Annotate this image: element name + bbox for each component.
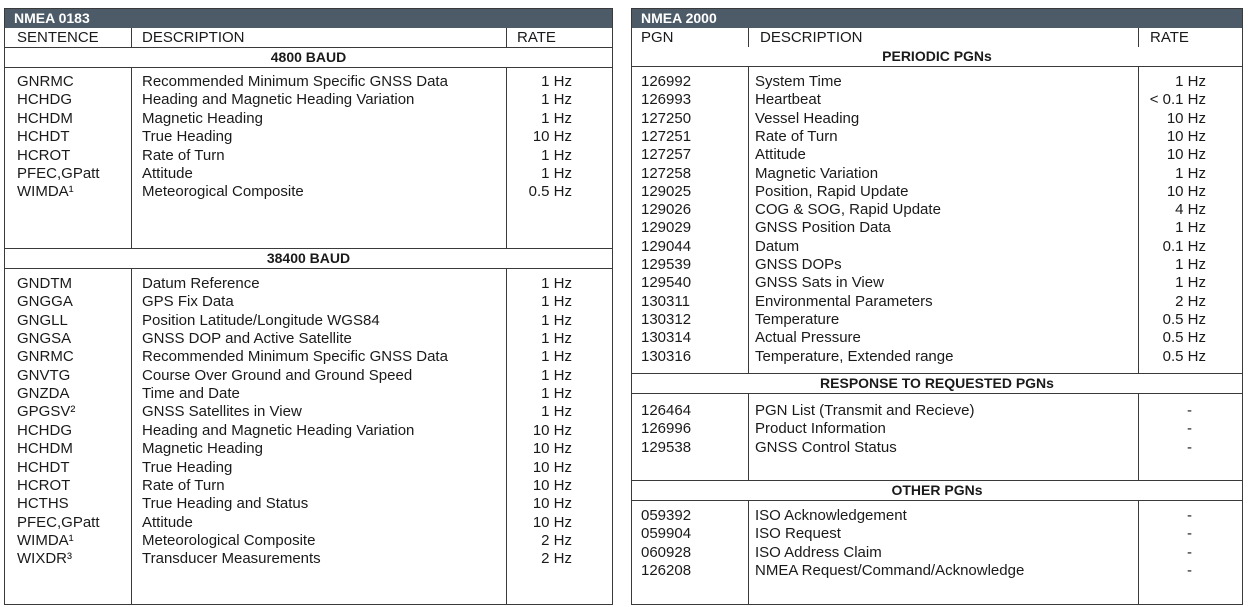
cell-description: NMEA Request/Command/Acknowledge bbox=[755, 562, 1025, 580]
cell-description: Temperature bbox=[755, 310, 840, 328]
cell-id: 126993 bbox=[641, 91, 692, 109]
cell-rate: 1 Hz bbox=[541, 403, 572, 421]
cell-description: Transducer Measurements bbox=[142, 550, 321, 568]
cell-description: Rate of Turn bbox=[755, 127, 838, 145]
cell-rate: 10 Hz bbox=[532, 421, 572, 439]
cell-description: ISO Acknowledgement bbox=[755, 507, 907, 524]
section-38400-baud: 38400 BAUD bbox=[5, 248, 612, 269]
cell-id: GNRMC bbox=[17, 73, 74, 90]
table-row bbox=[5, 385, 612, 403]
table-row bbox=[632, 311, 1242, 329]
table-row bbox=[632, 293, 1242, 311]
cell-id: 127258 bbox=[641, 164, 692, 182]
cell-rate: - bbox=[1187, 543, 1192, 561]
nmea-0183-title: NMEA 0183 bbox=[5, 9, 612, 28]
header-pgn: PGN bbox=[641, 29, 674, 46]
cell-id: 130314 bbox=[641, 329, 692, 347]
cell-description: ISO Address Claim bbox=[755, 543, 882, 561]
header-description: DESCRIPTION bbox=[142, 29, 245, 46]
nmea-2000-table bbox=[631, 8, 1243, 605]
cell-description: Time and Date bbox=[142, 385, 240, 403]
table-row bbox=[5, 293, 612, 311]
cell-id: 130311 bbox=[641, 292, 690, 310]
cell-rate: - bbox=[1187, 507, 1192, 524]
cell-id: 127250 bbox=[641, 109, 692, 127]
cell-rate: 0.5 Hz bbox=[528, 183, 572, 201]
table-row bbox=[5, 110, 612, 128]
cell-rate: 1 Hz bbox=[541, 165, 572, 182]
table-row bbox=[632, 128, 1242, 146]
cell-id: WIMDA¹ bbox=[17, 183, 74, 201]
cell-rate: 1 Hz bbox=[541, 293, 572, 311]
cell-id: HCHDT bbox=[17, 128, 70, 146]
table-row bbox=[5, 550, 612, 568]
cell-id: WIMDA¹ bbox=[17, 531, 74, 549]
cell-rate: 10 Hz bbox=[1166, 127, 1206, 145]
cell-rate: 1 Hz bbox=[1175, 164, 1206, 182]
table-row bbox=[632, 238, 1242, 256]
cell-description: Heading and Magnetic Heading Variation bbox=[142, 91, 415, 109]
table-row bbox=[5, 422, 612, 440]
cell-description: Magnetic Heading bbox=[142, 440, 263, 458]
cell-id: 129026 bbox=[641, 201, 692, 219]
cell-rate: < 0.1 Hz bbox=[1149, 91, 1206, 109]
cell-rate: 0.5 Hz bbox=[1162, 310, 1206, 328]
cell-id: HCHDT bbox=[17, 458, 70, 476]
section-other-pgns: OTHER PGNs bbox=[632, 480, 1242, 501]
cell-description: Meteorogical Composite bbox=[142, 183, 304, 201]
cell-rate: 1 Hz bbox=[541, 73, 572, 90]
section-response-pgns: RESPONSE TO REQUESTED PGNs bbox=[632, 373, 1242, 394]
table-row bbox=[632, 91, 1242, 109]
nmea-0183-table bbox=[4, 8, 613, 605]
cell-rate: 1 Hz bbox=[541, 366, 572, 384]
cell-rate: 1 Hz bbox=[541, 330, 572, 348]
cell-id: GNDTM bbox=[17, 275, 72, 292]
cell-description: Position Latitude/Longitude WGS84 bbox=[142, 311, 380, 329]
cell-id: HCROT bbox=[17, 476, 71, 494]
cell-description: GNSS Satellites in View bbox=[142, 403, 302, 421]
cell-rate: 1 Hz bbox=[1175, 256, 1206, 273]
table-row bbox=[5, 330, 612, 348]
cell-description: GPS Fix Data bbox=[142, 293, 234, 311]
cell-description: Course Over Ground and Ground Speed bbox=[142, 366, 413, 384]
table-row bbox=[5, 495, 612, 513]
table-row bbox=[632, 201, 1242, 219]
cell-id: PFEC,GPatt bbox=[17, 513, 100, 531]
cell-id: 126208 bbox=[641, 562, 692, 580]
cell-id: GPGSV² bbox=[17, 403, 76, 421]
cell-id: HCHDM bbox=[17, 109, 73, 127]
cell-id: PFEC,GPatt bbox=[17, 165, 100, 182]
header-description: DESCRIPTION bbox=[760, 29, 863, 46]
cell-rate: 1 Hz bbox=[541, 109, 572, 127]
cell-id: 127251 bbox=[641, 127, 692, 145]
cell-description: GNSS Position Data bbox=[755, 219, 891, 237]
cell-rate: 0.5 Hz bbox=[1162, 329, 1206, 347]
cell-description: Attitude bbox=[755, 146, 806, 164]
table-row bbox=[632, 110, 1242, 128]
cell-id: 126464 bbox=[641, 402, 692, 419]
cell-rate: - bbox=[1187, 420, 1192, 438]
cell-description: ISO Request bbox=[755, 525, 841, 543]
table-row bbox=[5, 275, 612, 293]
cell-description: Magnetic Variation bbox=[755, 164, 879, 182]
cell-description: Product Information bbox=[755, 420, 886, 438]
cell-description: Actual Pressure bbox=[755, 329, 861, 347]
cell-id: HCHDG bbox=[17, 421, 72, 439]
cell-id: 060928 bbox=[641, 543, 692, 561]
cell-description: Temperature, Extended range bbox=[755, 347, 954, 365]
cell-rate: 4 Hz bbox=[1175, 201, 1206, 219]
cell-description: Rate of Turn bbox=[142, 476, 225, 494]
cell-id: HCHDM bbox=[17, 440, 73, 458]
cell-description: Rate of Turn bbox=[142, 146, 225, 164]
cell-id: 129029 bbox=[641, 219, 692, 237]
cell-id: 126992 bbox=[641, 73, 692, 90]
table-row bbox=[5, 514, 612, 532]
table-row bbox=[5, 183, 612, 201]
table-row bbox=[632, 562, 1242, 580]
cell-description: Datum Reference bbox=[142, 275, 260, 292]
cell-id: 129540 bbox=[641, 274, 692, 292]
table-row bbox=[632, 544, 1242, 562]
table-row bbox=[632, 525, 1242, 543]
cell-id: 127257 bbox=[641, 146, 692, 164]
table-row bbox=[5, 459, 612, 477]
cell-id: 126996 bbox=[641, 420, 692, 438]
table-row bbox=[632, 146, 1242, 164]
column-divider bbox=[1138, 28, 1139, 47]
table-row bbox=[5, 348, 612, 366]
table-row bbox=[632, 420, 1242, 438]
cell-rate: 0.5 Hz bbox=[1162, 347, 1206, 365]
cell-description: Datum bbox=[755, 237, 800, 255]
table-row bbox=[5, 147, 612, 165]
table-row bbox=[5, 367, 612, 385]
column-divider bbox=[748, 28, 749, 47]
header-sentence: SENTENCE bbox=[17, 29, 99, 46]
cell-rate: 1 Hz bbox=[541, 275, 572, 292]
nmea-2000-title: NMEA 2000 bbox=[632, 9, 1242, 28]
cell-rate: 2 Hz bbox=[541, 531, 572, 549]
cell-rate: - bbox=[1187, 402, 1192, 419]
cell-rate: 1 Hz bbox=[1175, 274, 1206, 292]
cell-description: GNSS DOP and Active Satellite bbox=[142, 330, 352, 348]
table-row bbox=[632, 402, 1242, 420]
cell-rate: 10 Hz bbox=[532, 495, 572, 513]
table-row bbox=[632, 439, 1242, 457]
table-row bbox=[632, 219, 1242, 237]
table-row bbox=[632, 183, 1242, 201]
cell-rate: 0.1 Hz bbox=[1162, 237, 1206, 255]
cell-description: True Heading and Status bbox=[142, 495, 309, 513]
nmea-2000-header-row bbox=[632, 28, 1242, 48]
cell-rate: 1 Hz bbox=[541, 91, 572, 109]
cell-rate: 10 Hz bbox=[532, 458, 572, 476]
cell-id: 129538 bbox=[641, 438, 692, 456]
table-row bbox=[5, 403, 612, 421]
cell-id: 129539 bbox=[641, 256, 692, 273]
cell-description: Position, Rapid Update bbox=[755, 182, 909, 200]
cell-id: 130316 bbox=[641, 347, 692, 365]
cell-id: 059392 bbox=[641, 507, 692, 524]
table-row bbox=[5, 73, 612, 91]
section-4800-baud: 4800 BAUD bbox=[5, 48, 612, 68]
cell-rate: 1 Hz bbox=[1175, 219, 1206, 237]
cell-rate: 10 Hz bbox=[532, 476, 572, 494]
table-row bbox=[5, 128, 612, 146]
cell-id: GNGGA bbox=[17, 293, 73, 311]
table-row bbox=[632, 274, 1242, 292]
header-rate: RATE bbox=[1150, 29, 1189, 46]
cell-id: GNGSA bbox=[17, 330, 72, 348]
cell-rate: 2 Hz bbox=[1175, 292, 1206, 310]
table-row bbox=[632, 165, 1242, 183]
cell-description: Attitude bbox=[142, 513, 193, 531]
cell-description: PGN List (Transmit and Recieve) bbox=[755, 402, 975, 419]
section-periodic-pgns: PERIODIC PGNs bbox=[632, 47, 1242, 67]
cell-id: 059904 bbox=[641, 525, 692, 543]
table-row bbox=[5, 477, 612, 495]
cell-rate: 10 Hz bbox=[1166, 182, 1206, 200]
cell-rate: 1 Hz bbox=[1175, 73, 1206, 90]
table-row bbox=[632, 329, 1242, 347]
header-rate: RATE bbox=[517, 29, 556, 46]
table-row bbox=[5, 91, 612, 109]
cell-rate: 10 Hz bbox=[532, 440, 572, 458]
cell-rate: 10 Hz bbox=[1166, 146, 1206, 164]
cell-rate: 1 Hz bbox=[541, 348, 572, 366]
cell-rate: - bbox=[1187, 525, 1192, 543]
nmea-0183-header-row bbox=[5, 28, 612, 48]
cell-description: Recommended Minimum Specific GNSS Data bbox=[142, 73, 448, 90]
cell-description: Heading and Magnetic Heading Variation bbox=[142, 421, 415, 439]
cell-id: 129044 bbox=[641, 237, 692, 255]
cell-id: WIXDR³ bbox=[17, 550, 72, 568]
cell-id: HCHDG bbox=[17, 91, 72, 109]
cell-rate: 10 Hz bbox=[1166, 109, 1206, 127]
cell-rate: 1 Hz bbox=[541, 385, 572, 403]
table-row bbox=[5, 532, 612, 550]
cell-rate: 10 Hz bbox=[532, 513, 572, 531]
cell-id: GNRMC bbox=[17, 348, 74, 366]
cell-id: 129025 bbox=[641, 182, 692, 200]
cell-description: GNSS DOPs bbox=[755, 256, 842, 273]
cell-rate: 10 Hz bbox=[532, 128, 572, 146]
cell-rate: - bbox=[1187, 438, 1192, 456]
cell-description: Recommended Minimum Specific GNSS Data bbox=[142, 348, 448, 366]
cell-rate: - bbox=[1187, 562, 1192, 580]
cell-rate: 1 Hz bbox=[541, 311, 572, 329]
cell-description: COG & SOG, Rapid Update bbox=[755, 201, 941, 219]
cell-id: 130312 bbox=[641, 310, 692, 328]
cell-id: GNZDA bbox=[17, 385, 70, 403]
cell-description: GNSS Sats in View bbox=[755, 274, 884, 292]
table-row bbox=[632, 256, 1242, 274]
cell-description: Magnetic Heading bbox=[142, 109, 263, 127]
cell-description: Heartbeat bbox=[755, 91, 821, 109]
cell-description: System Time bbox=[755, 73, 842, 90]
cell-id: HCROT bbox=[17, 146, 71, 164]
cell-id: HCTHS bbox=[17, 495, 69, 513]
cell-description: GNSS Control Status bbox=[755, 438, 897, 456]
table-row bbox=[632, 348, 1242, 366]
table-row bbox=[5, 312, 612, 330]
cell-id: GNGLL bbox=[17, 311, 68, 329]
cell-description: True Heading bbox=[142, 458, 233, 476]
cell-description: Attitude bbox=[142, 165, 193, 182]
table-row bbox=[632, 73, 1242, 91]
cell-description: Vessel Heading bbox=[755, 109, 860, 127]
table-row bbox=[5, 440, 612, 458]
table-row bbox=[5, 165, 612, 183]
cell-id: GNVTG bbox=[17, 366, 71, 384]
cell-rate: 2 Hz bbox=[541, 550, 572, 568]
cell-description: True Heading bbox=[142, 128, 233, 146]
cell-rate: 1 Hz bbox=[541, 146, 572, 164]
cell-description: Environmental Parameters bbox=[755, 292, 933, 310]
cell-description: Meteorological Composite bbox=[142, 531, 316, 549]
table-row bbox=[632, 507, 1242, 525]
